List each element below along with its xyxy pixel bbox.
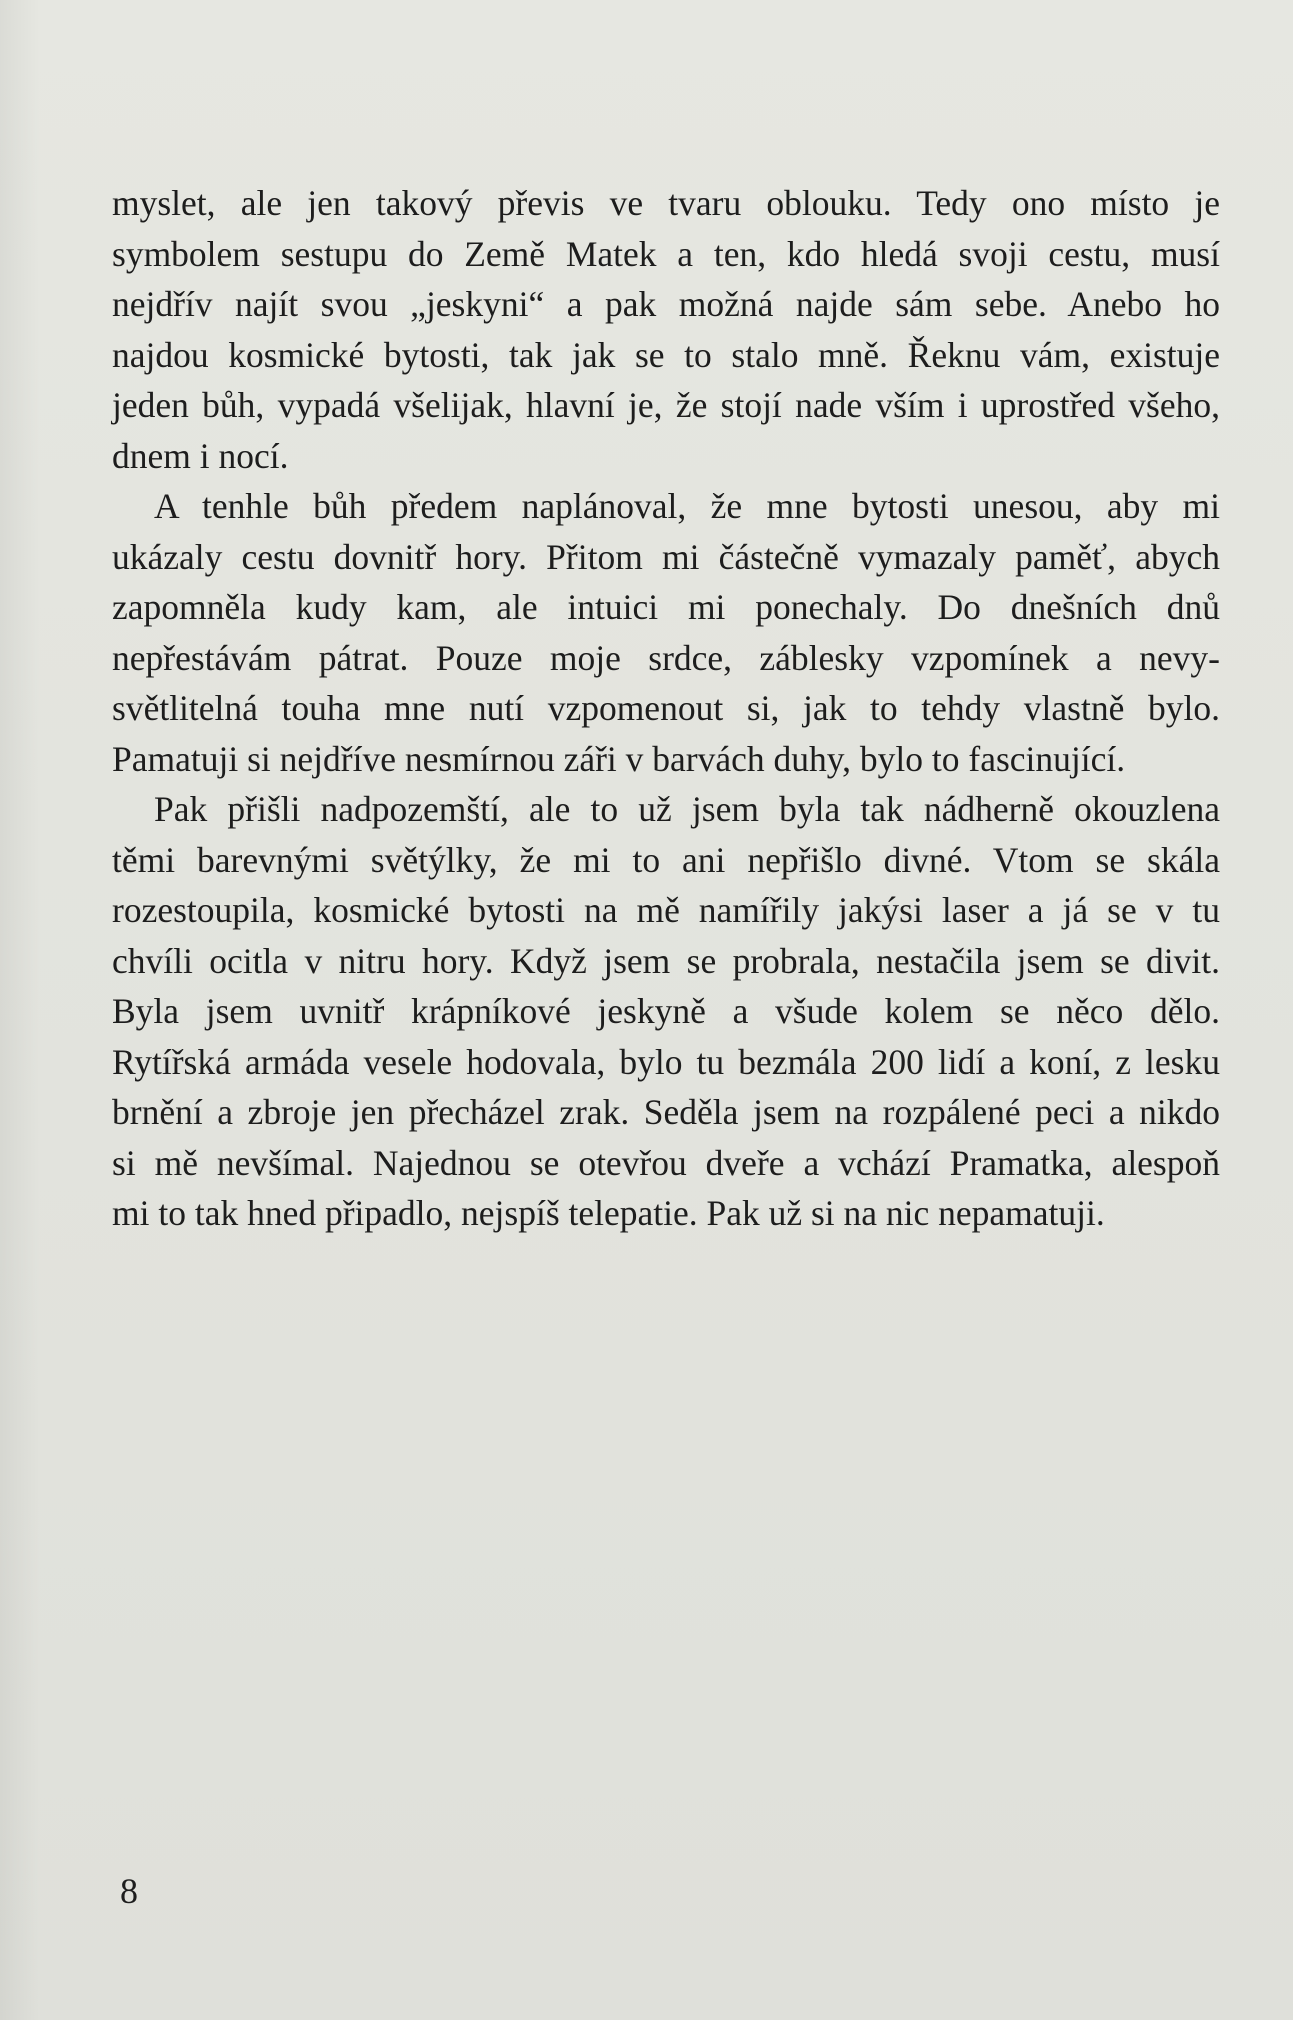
text-line: si mě nevšímal. Najednou se otevřou dveře a vchází Pramatka, alespoň xyxy=(112,1142,1220,1183)
text-line: symbolem sestupu do Země Matek a ten, kdo hledá svoji cestu, musí xyxy=(112,233,1220,274)
text-line: brnění a zbroje jen přecházel zrak. Seděla jsem na rozpálené peci a nikdo xyxy=(112,1092,1220,1132)
text-line: A tenhle bůh předem naplánoval, že mne bytosti unesou, aby mi xyxy=(154,486,1220,526)
text-line: rozestoupila, kosmické bytosti na mě namířily jakýsi laser a já se v tu xyxy=(112,890,1220,930)
text-line: Pak přišli nadpozemští, ale to už jsem byla tak nádherně okouzlena xyxy=(154,789,1220,829)
paragraph-2 xyxy=(112,481,1220,784)
text-line: najdou kosmické bytosti, tak jak se to stalo mně. Řeknu vám, existuje xyxy=(112,334,1220,375)
text-line: nepřestávám pátrat. Pouze moje srdce, záblesky vzpomínek a nevy- xyxy=(112,637,1220,678)
text-line: těmi barevnými světýlky, že mi to ani nepřišlo divné. Vtom se skála xyxy=(112,839,1220,880)
text-line: nejdřív najít svou „jeskyni“ a pak možná najde sám sebe. Anebo ho xyxy=(112,284,1220,324)
text-line: mi to tak hned připadlo, nejspíš telepatie. Pak už si na nic nepamatuji. xyxy=(112,1193,1105,1233)
text-line: ukázaly cestu dovnitř hory. Přitom mi částečně vymazaly paměť, abych xyxy=(112,536,1220,577)
text-line: Byla jsem uvnitř krápníkové jeskyně a všude kolem se něco dělo. xyxy=(112,991,1220,1031)
text-line: jeden bůh, vypadá všelijak, hlavní je, že stojí nade vším i uprostřed všeho, xyxy=(112,385,1220,425)
page-number: 8 xyxy=(120,1871,138,1911)
text-line: Rytířská armáda vesele hodovala, bylo tu bezmála 200 lidí a koní, z lesku xyxy=(112,1041,1220,1082)
text-line: zapomněla kudy kam, ale intuici mi ponechaly. Do dnešních dnů xyxy=(112,587,1220,627)
text-line: chvíli ocitla v nitru hory. Když jsem se probrala, nestačila jsem se divit. xyxy=(112,940,1220,981)
text-line: dnem i nocí. xyxy=(112,435,289,476)
text-line: Pamatuji si nejdříve nesmírnou záři v barvách duhy, bylo to fascinující. xyxy=(112,738,1126,779)
text-line: světlitelná touha mne nutí vzpomenout si, jak to tehdy vlastně bylo. xyxy=(112,688,1220,728)
paragraph-1 xyxy=(112,178,1220,481)
body-text xyxy=(112,178,1220,1239)
page-gutter-shadow xyxy=(0,0,40,2020)
text-line: myslet, ale jen takový převis ve tvaru oblouku. Tedy ono místo je xyxy=(112,183,1220,223)
paragraph-3 xyxy=(112,784,1220,1239)
